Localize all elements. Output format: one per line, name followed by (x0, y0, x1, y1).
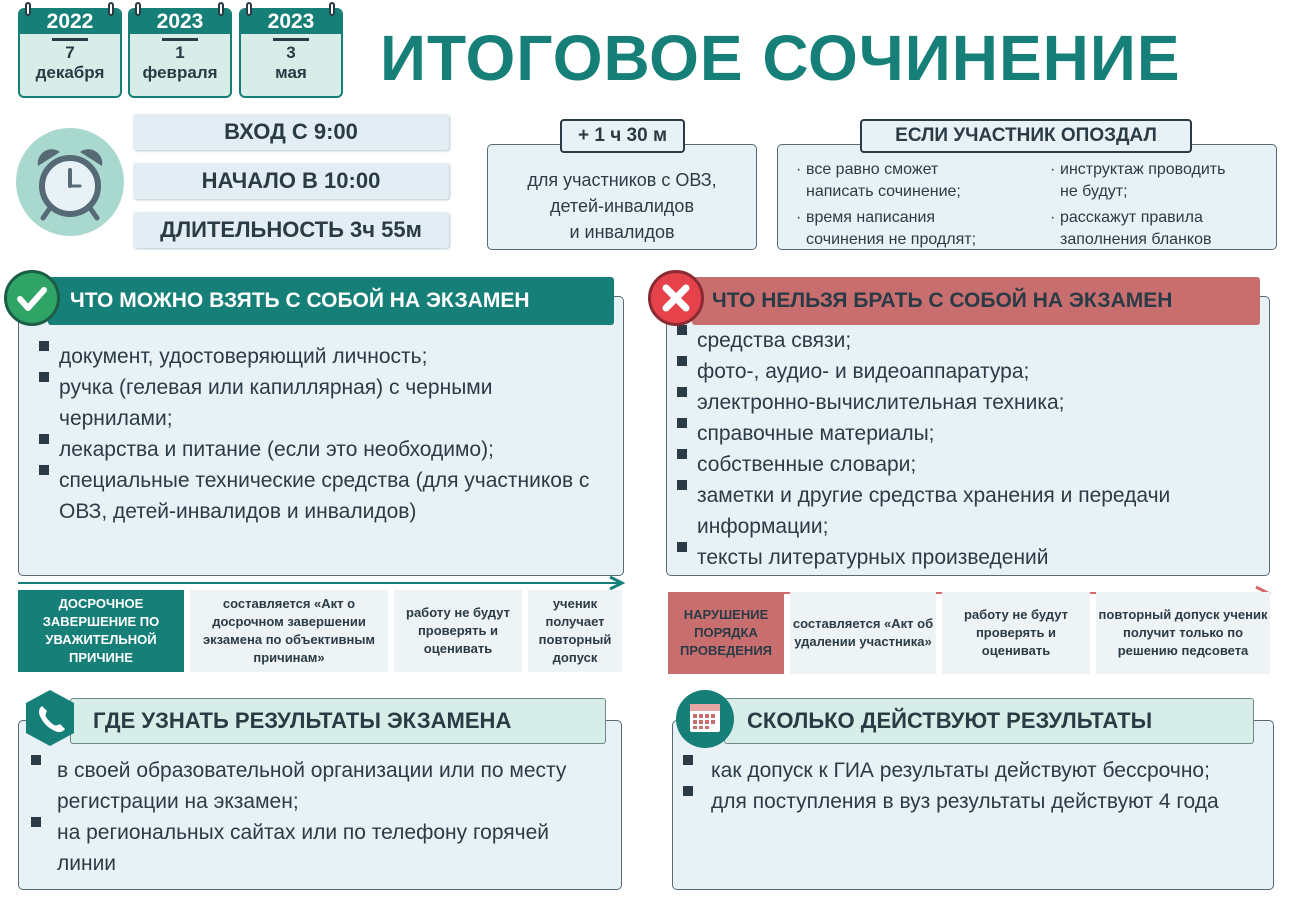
list-item: электронно-вычислительная техника; (675, 387, 1265, 418)
calendar-ring-icon (25, 2, 31, 16)
results-valid-list (681, 755, 1261, 817)
list-item: в своей образовательной организации или по месту регистрации на экзамен; (29, 755, 609, 817)
cross-icon (648, 270, 704, 326)
results-valid-box (672, 720, 1274, 890)
duration: ДЛИТЕЛЬНОСТЬ 3ч 55м (133, 212, 449, 248)
extra-time-tag: + 1 ч 30 м (560, 119, 685, 153)
flow-step: составляется «Акт об удалении участника» (790, 592, 936, 674)
date-day: 1 (175, 43, 185, 62)
date-month: мая (275, 63, 307, 82)
calendar-ring-icon (218, 2, 224, 16)
page-title: ИТОГОВОЕ СОЧИНЕНИЕ (380, 22, 1181, 94)
results-where-box (18, 720, 622, 890)
allowed-list (37, 341, 607, 527)
forbidden-list (675, 325, 1265, 573)
list-item: собственные словари; (675, 449, 1265, 480)
late-item: · время написания сочинения не продлят; (796, 209, 977, 248)
results-valid-title: СКОЛЬКО ДЕЙСТВУЮТ РЕЗУЛЬТАТЫ (724, 698, 1254, 744)
calendar-ring-icon (246, 2, 252, 16)
divider (52, 38, 88, 41)
date-day: 3 (286, 43, 296, 62)
allowed-box (18, 296, 624, 576)
phone-icon (24, 688, 76, 748)
late-item: · все равно сможет написать сочинение; (796, 161, 961, 200)
divider (162, 38, 198, 41)
calendar-ring-icon (329, 2, 335, 16)
late-box (777, 144, 1277, 250)
list-item: тексты литературных произведений (675, 542, 1265, 573)
flow-step: составляется «Акт о досрочном завершении экзамена по объективным причинам» (190, 590, 388, 672)
flow-line (18, 582, 622, 584)
late-item: · расскажут правила заполнения бланков (1050, 209, 1212, 248)
flow-step: ученик получает повторный допуск (528, 590, 622, 672)
forbidden-box (666, 296, 1270, 576)
results-where-list (29, 755, 609, 879)
list-item: фото-, аудио- и видеоаппаратура; (675, 356, 1265, 387)
list-item: справочные материалы; (675, 418, 1265, 449)
alarm-clock-icon (16, 128, 124, 236)
flow-step: работу не будут проверять и оценивать (394, 590, 522, 672)
date-year: 2022 (20, 10, 120, 34)
late-item: · инструктаж проводить не будут; (1050, 161, 1226, 200)
violation-label: НАРУШЕНИЕ ПОРЯДКА ПРОВЕДЕНИЯ (668, 592, 784, 674)
results-where-title: ГДЕ УЗНАТЬ РЕЗУЛЬТАТЫ ЭКЗАМЕНА (70, 698, 606, 744)
calendar-ring-icon (108, 2, 114, 16)
list-item: ручка (гелевая или капиллярная) с черными чернилами; (37, 372, 607, 434)
start-time: НАЧАЛО В 10:00 (133, 163, 449, 199)
flow-step: работу не будут проверять и оценивать (942, 592, 1090, 674)
list-item: специальные технические средства (для участников с ОВЗ, детей-инвалидов и инвалидов) (37, 465, 607, 527)
divider (273, 38, 309, 41)
extra-time-line: для участников с ОВЗ, (527, 170, 717, 190)
date-card-2 (128, 8, 232, 98)
entry-time: ВХОД С 9:00 (133, 114, 449, 150)
calendar-ring-icon (135, 2, 141, 16)
date-day: 7 (65, 43, 75, 62)
date-card-1 (18, 8, 122, 98)
date-card-3 (239, 8, 343, 98)
check-icon (4, 270, 60, 326)
list-item: средства связи; (675, 325, 1265, 356)
extra-time-line: и инвалидов (569, 222, 675, 242)
list-item: как допуск к ГИА результаты действуют бессрочно; (681, 755, 1261, 786)
extra-time-box (487, 144, 757, 250)
date-year: 2023 (241, 10, 341, 34)
late-title: ЕСЛИ УЧАСТНИК ОПОЗДАЛ (860, 119, 1192, 153)
early-finish-label: ДОСРОЧНОЕ ЗАВЕРШЕНИЕ ПО УВАЖИТЕЛЬНОЙ ПРИЧИНЕ (18, 590, 184, 672)
date-year: 2023 (130, 10, 230, 34)
flow-step: повторный допуск ученик получит только по решению педсовета (1096, 592, 1270, 674)
list-item: документ, удостоверяющий личность; (37, 341, 607, 372)
date-month: февраля (142, 63, 218, 82)
calendar-grid-icon (676, 690, 734, 748)
list-item: заметки и другие средства хранения и передачи информации; (675, 480, 1265, 542)
list-item: на региональных сайтах или по телефону горячей линии (29, 817, 609, 879)
extra-time-line: детей-инвалидов (549, 196, 695, 216)
list-item: для поступления в вуз результаты действуют 4 года (681, 786, 1261, 817)
arrow-right-icon (608, 575, 626, 591)
list-item: лекарства и питание (если это необходимо); (37, 434, 607, 465)
allowed-title: ЧТО МОЖНО ВЗЯТЬ С СОБОЙ НА ЭКЗАМЕН (48, 277, 614, 325)
date-month: декабря (35, 63, 105, 82)
forbidden-title: ЧТО НЕЛЬЗЯ БРАТЬ С СОБОЙ НА ЭКЗАМЕН (692, 277, 1260, 325)
